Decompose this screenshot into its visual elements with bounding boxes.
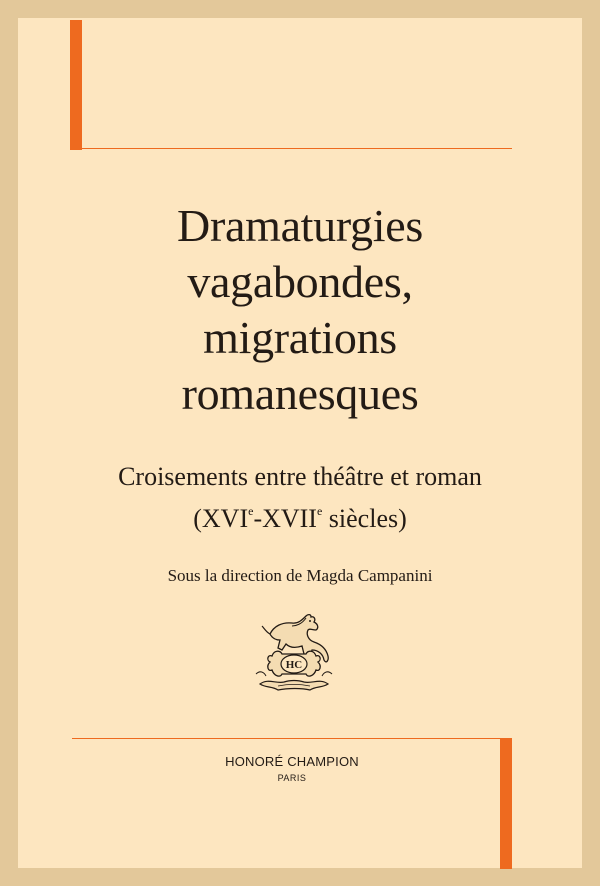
book-subtitle (0, 460, 600, 536)
subtitle-part: (XVI (193, 504, 249, 533)
accent-bar-top (70, 20, 82, 150)
book-cover (18, 18, 582, 868)
accent-rule-bottom (72, 738, 512, 739)
subtitle-superscript: e (316, 504, 323, 518)
subtitle-part: siècles) (322, 504, 407, 533)
subtitle-part: -XVII (253, 504, 317, 533)
title-line: Dramaturgies (177, 200, 423, 251)
title-line: romanesques (181, 368, 419, 419)
emblem-monogram: HC (285, 659, 303, 671)
book-title (0, 198, 600, 422)
horse-cartouche-icon (248, 604, 340, 700)
publisher-city: PARIS (277, 773, 307, 783)
title-line: vagabondes, (187, 256, 413, 307)
title-line: migrations (203, 312, 397, 363)
subtitle-superscript: e (248, 504, 254, 518)
subtitle-line-2 (0, 494, 600, 536)
publisher-name: HONORÉ CHAMPION (225, 754, 359, 769)
subtitle-line-1: Croisements entre théâtre et roman (118, 462, 482, 491)
accent-rule-top (82, 148, 512, 149)
editor-credit: Sous la direction de Magda Campanini (167, 566, 433, 585)
